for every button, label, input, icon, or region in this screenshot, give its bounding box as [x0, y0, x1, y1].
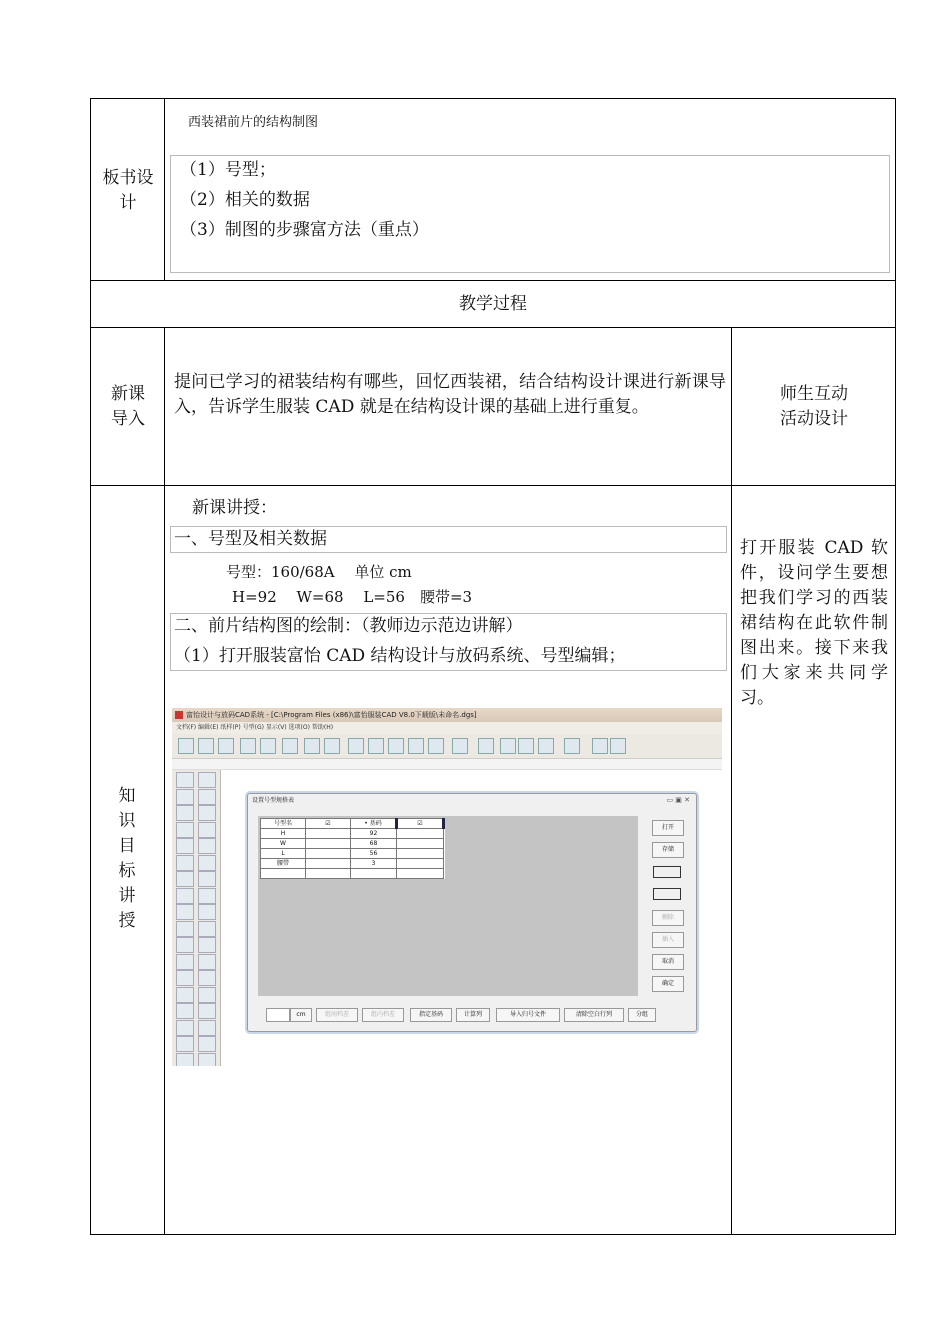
table-cell[interactable]: W	[261, 839, 306, 849]
toolbar-tool-icon[interactable]	[408, 738, 424, 754]
drawing-tool-icon[interactable]	[176, 888, 194, 904]
save-button[interactable]: 存储	[652, 842, 684, 858]
group-button[interactable]: 分组	[628, 1008, 656, 1022]
dialog-title: 设置号型规格表	[252, 797, 295, 804]
intro-label: 新课导入	[111, 384, 145, 429]
cad-ruler-strip	[172, 759, 722, 770]
table-cell[interactable]	[351, 869, 397, 879]
drawing-tool-icon[interactable]	[198, 1003, 216, 1019]
table-cell[interactable]	[397, 849, 444, 859]
drawing-tool-icon[interactable]	[198, 871, 216, 887]
table-cell[interactable]: 腰带	[261, 859, 306, 869]
toolbar-tool-icon[interactable]	[428, 738, 444, 754]
cad-window-title: 富怡设计与放码CAD系统 - [C:\Program Files (x86)\富怡服装CAD V8.0下载版\未命名.dgs]	[186, 711, 477, 719]
drawing-tool-icon[interactable]	[176, 822, 194, 838]
toolbar-tool-icon[interactable]	[564, 738, 580, 754]
toolbar-tool-icon[interactable]	[368, 738, 384, 754]
toolbar-tool-icon[interactable]	[478, 738, 494, 754]
drawing-tool-icon[interactable]	[198, 1020, 216, 1036]
clear-blank-button[interactable]: 清除空白行列	[564, 1008, 624, 1022]
table-cell[interactable]	[306, 869, 351, 879]
ok-button[interactable]: 确定	[652, 976, 684, 992]
toolbar-tool-icon[interactable]	[178, 738, 194, 754]
drawing-tool-icon[interactable]	[176, 805, 194, 821]
toolbar-tool-icon[interactable]	[218, 738, 234, 754]
drawing-tool-icon[interactable]	[176, 937, 194, 953]
drawing-tool-icon[interactable]	[198, 904, 216, 920]
section2-title: 二、前片结构图的绘制：（教师边示范边讲解）	[174, 616, 523, 636]
unit-input[interactable]	[266, 1008, 290, 1022]
delete-button[interactable]: 删除	[652, 910, 684, 926]
table-cell[interactable]	[397, 859, 444, 869]
table-cell[interactable]: 56	[351, 849, 397, 859]
knowledge-subtitle: 新课讲授：	[192, 498, 277, 518]
drawing-tool-icon[interactable]	[198, 789, 216, 805]
drawing-tool-icon[interactable]	[176, 987, 194, 1003]
board-item-3: （3）制图的步骤富方法（重点）	[180, 220, 429, 240]
size-spec-dialog	[247, 793, 697, 1032]
toolbar-tool-icon[interactable]	[304, 738, 320, 754]
knowledge-side: 打开服装 CAD 软件，设问学生要想把我们学习的西装裙结构在此软件制图出来。接下来我们大家来共同学习。	[740, 538, 888, 708]
table-cell[interactable]	[397, 839, 444, 849]
drawing-tool-icon[interactable]	[198, 805, 216, 821]
board-label: 板书设计	[102, 168, 154, 213]
drawing-tool-icon[interactable]	[176, 772, 194, 788]
open-button[interactable]: 打开	[652, 820, 684, 836]
table-cell[interactable]	[306, 849, 351, 859]
insert-button[interactable]: 插入	[652, 932, 684, 948]
size-table-area	[258, 816, 638, 996]
process-title: 教学过程	[459, 294, 527, 314]
board-item-2: （2）相关的数据	[180, 190, 310, 210]
cad-menu-items[interactable]: 文档(F) 编辑(E) 纸样(P) 号型(G) 显示(V) 选项(O) 帮助(H)	[176, 724, 334, 731]
calc-column-button[interactable]: 计算列	[456, 1008, 490, 1022]
cad-left-toolbox	[172, 770, 221, 1066]
cad-screenshot	[172, 708, 722, 1066]
drawing-tool-icon[interactable]	[198, 855, 216, 871]
table-cell[interactable]	[261, 869, 306, 879]
table-cell[interactable]: L	[261, 849, 306, 859]
drawing-tool-icon[interactable]	[198, 888, 216, 904]
table-cell[interactable]: 68	[351, 839, 397, 849]
section1-title: 一、号型及相关数据	[174, 529, 327, 549]
drawing-tool-icon[interactable]	[176, 838, 194, 854]
drawing-tool-icon[interactable]	[198, 822, 216, 838]
drawing-tool-icon[interactable]	[198, 987, 216, 1003]
table-cell[interactable]	[306, 839, 351, 849]
toolbar-tool-icon[interactable]	[538, 738, 554, 754]
drawing-tool-icon[interactable]	[176, 871, 194, 887]
drawing-tool-icon[interactable]	[198, 1053, 216, 1067]
toolbar-tool-icon[interactable]	[348, 738, 364, 754]
size-line: 号型：160/68A 单位 cm	[226, 563, 412, 581]
toolbar-tool-icon[interactable]	[260, 738, 276, 754]
drawing-tool-icon[interactable]	[176, 970, 194, 986]
intro-text: 提问已学习的裙装结构有哪些，回忆西装裙，结合结构设计课进行新课导入，告诉学生服装 CAD 就是在结构设计课的基础上进行重复。	[174, 372, 726, 417]
table-cell[interactable]: 3	[351, 859, 397, 869]
drawing-tool-icon[interactable]	[198, 954, 216, 970]
toolbar-tool-icon[interactable]	[610, 738, 626, 754]
toolbar-tool-icon[interactable]	[592, 738, 608, 754]
drawing-tool-icon[interactable]	[176, 921, 194, 937]
group-diff-button[interactable]: 组间档差	[316, 1008, 358, 1022]
table-cell[interactable]: 92	[351, 829, 397, 839]
table-cell[interactable]: H	[261, 829, 306, 839]
app-icon	[175, 711, 183, 719]
drawing-tool-icon[interactable]	[176, 855, 194, 871]
drawing-tool-icon[interactable]	[198, 772, 216, 788]
import-table-icon[interactable]	[652, 886, 682, 900]
drawing-tool-icon[interactable]	[198, 970, 216, 986]
cancel-button[interactable]: 取消	[652, 954, 684, 970]
drawing-tool-icon[interactable]	[198, 921, 216, 937]
toolbar-tool-icon[interactable]	[518, 738, 534, 754]
data-line: H=92 W=68 L=56 腰带=3	[232, 588, 473, 606]
drawing-tool-icon[interactable]	[176, 904, 194, 920]
drawing-tool-icon[interactable]	[198, 1036, 216, 1052]
intro-side: 师生互动活动设计	[780, 384, 848, 429]
export-table-icon[interactable]	[652, 864, 682, 878]
col-header: 号型名	[261, 819, 306, 829]
toolbar-tool-icon[interactable]	[452, 738, 468, 754]
table-cell[interactable]	[397, 869, 444, 879]
inner-diff-button[interactable]: 组内档差	[362, 1008, 404, 1022]
step1-text: （1）打开服装富怡 CAD 结构设计与放码系统、号型编辑；	[174, 646, 626, 666]
dialog-window-controls-icon[interactable]: ▭ ▣ ✕	[666, 796, 690, 804]
unit-button[interactable]: cm	[290, 1008, 312, 1022]
drawing-tool-icon[interactable]	[176, 1003, 194, 1019]
base-size-button[interactable]: 指定基码	[410, 1008, 452, 1022]
board-item-1: （1）号型；	[180, 160, 276, 180]
table-cell[interactable]	[306, 829, 351, 839]
toolbar-tool-icon[interactable]	[324, 738, 340, 754]
drawing-tool-icon[interactable]	[176, 1036, 194, 1052]
drawing-tool-icon[interactable]	[198, 838, 216, 854]
drawing-tool-icon[interactable]	[176, 1053, 194, 1067]
board-items-box	[170, 155, 890, 273]
toolbar-tool-icon[interactable]	[500, 738, 516, 754]
size-table[interactable]	[260, 818, 445, 879]
toolbar-tool-icon[interactable]	[240, 738, 256, 754]
board-heading: 西装裙前片的结构制图	[188, 115, 319, 130]
table-cell[interactable]	[397, 829, 444, 839]
col-header[interactable]: ☑	[306, 819, 351, 829]
drawing-tool-icon[interactable]	[198, 937, 216, 953]
table-cell[interactable]	[306, 859, 351, 869]
cad-titlebar	[172, 708, 722, 722]
toolbar-tool-icon[interactable]	[282, 738, 298, 754]
toolbar-tool-icon[interactable]	[198, 738, 214, 754]
toolbar-tool-icon[interactable]	[388, 738, 404, 754]
col-header[interactable]: ☑	[397, 819, 444, 829]
cad-menubar[interactable]	[172, 722, 722, 734]
knowledge-label: 知识目标讲授	[118, 786, 136, 931]
drawing-tool-icon[interactable]	[176, 1020, 194, 1036]
drawing-tool-icon[interactable]	[176, 789, 194, 805]
import-file-button[interactable]: 导入归号文件	[496, 1008, 560, 1022]
cad-toolbar	[172, 734, 722, 759]
col-header[interactable]: • 基码	[351, 819, 397, 829]
drawing-tool-icon[interactable]	[176, 954, 194, 970]
